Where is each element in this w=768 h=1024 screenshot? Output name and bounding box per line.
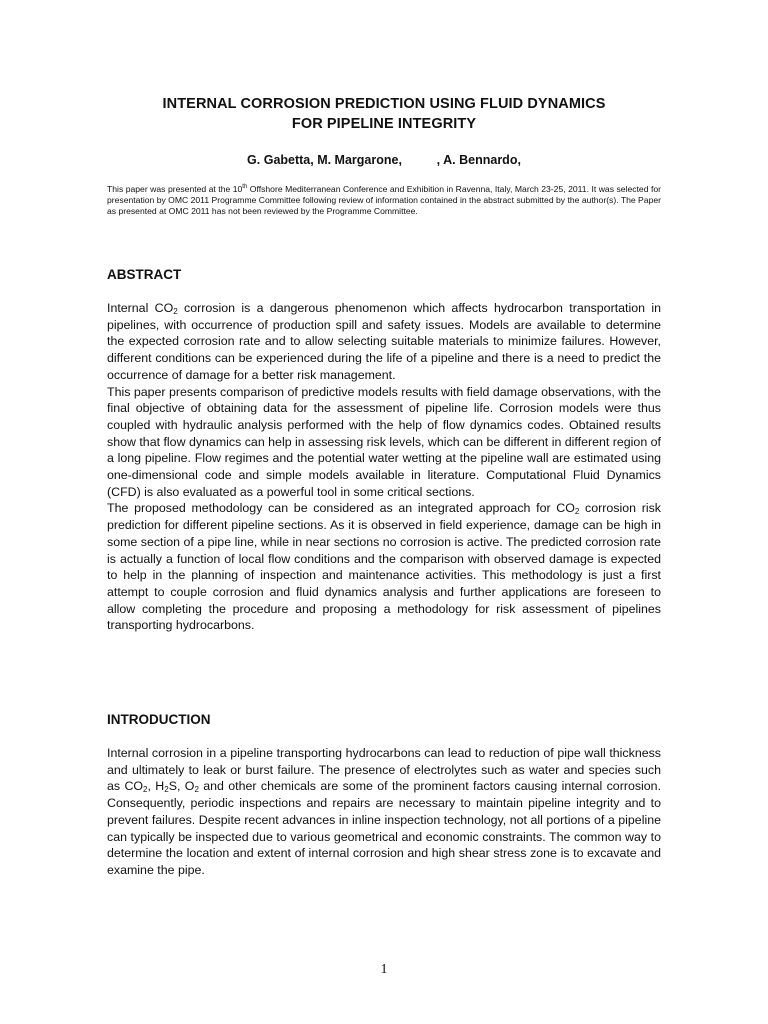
intro-p1-part-a: Internal corrosion in a pipeline transporting hydrocarbons can lead to reduction of pipe wall thickness and ultimately to leak or burst failure. The presence of electrolytes such as water and species such as CO — [107, 746, 661, 794]
abstract-p3-start: The proposed methodology can be considered as an integrated approach for CO — [107, 501, 575, 516]
intro-subscript-2: 2 — [164, 785, 169, 795]
note-text-start: This paper was presented at the 10 — [107, 184, 243, 194]
abstract-paragraph-1 — [107, 300, 661, 384]
intro-p1-part-d: and other chemicals are some of the prominent factors causing internal corrosion. Consequently, periodic inspections and repairs are necessary to maintain pipeline integrity and to prevent failures. Despite recent advances in inline inspection technology, not all portions of a pipeline can typically be inspected due to various geometrical and economic constraints. The common way to determine the location and extent of internal corrosion and high shear stress zone is to excavate and examine the pipe. — [107, 779, 662, 877]
introduction-heading: INTRODUCTION — [107, 712, 211, 727]
intro-p1-part-c: S, O — [168, 779, 195, 794]
title-line-2: FOR PIPELINE INTEGRITY — [291, 116, 477, 132]
note-text-end: Offshore Mediterranean Conference and Exhibition in Ravenna, Italy, March 23-25, 2011. It was selected for presentation by OMC 2011 Programme Committee following review of information contained in the abstract submitted by the author(s). The Paper as presented at OMC 2011 has not been reviewed by the Programme Committee. — [107, 184, 661, 217]
abstract-p3-end: corrosion risk prediction for different pipeline sections. As it is observed in field experience, damage can be high in some section of a pipe line, while in near sections no corrosion is active. The predicted corrosion rate is actually a function of local flow conditions and the comparison with observed damage is expected to help in the planning of inspection and maintenance activities. This methodology is just a first attempt to couple corrosion and fluid dynamics analysis and further applications are foreseen to allow completing the procedure and proposing a methodology for risk assessment of pipelines transporting hydrocarbons. — [107, 501, 661, 633]
introduction-paragraph-1 — [107, 745, 661, 879]
introduction-body — [107, 745, 661, 879]
paper-title — [60, 94, 708, 134]
intro-subscript-1: 2 — [143, 785, 148, 795]
author-list: G. Gabetta, M. Margarone, , A. Bennardo, — [247, 153, 521, 167]
abstract-p1-subscript: 2 — [173, 307, 178, 316]
abstract-heading: ABSTRACT — [107, 267, 182, 282]
abstract-body — [107, 300, 661, 634]
abstract-paragraph-2: This paper presents comparison of predictive models results with field damage observations, with the final objective of obtaining data for the assessment of pipeline life. Corrosion models were thus coupled with hydraulic analysis performed with the help of flow dynamics codes. Obtained results show that flow dynamics can help in assessing risk levels, which can be different in different region of a long pipeline. Flow regimes and the potential water wetting at the pipeline wall are estimated using one-dimensional code and simple models available in literature. Computational Fluid Dynamics (CFD) is also evaluated as a powerful tool in some critical sections. — [107, 384, 661, 499]
title-line-1: INTERNAL CORROSION PREDICTION USING FLUID DYNAMICS — [162, 96, 606, 112]
abstract-p3-subscript: 2 — [574, 507, 580, 517]
page-number: 1 — [380, 962, 388, 977]
intro-subscript-3: 2 — [194, 785, 199, 795]
abstract-p1-start: Internal CO — [107, 301, 174, 315]
presentation-note — [107, 184, 661, 218]
abstract-p1-end: corrosion is a dangerous phenomenon which affects hydrocarbon transportation in pipelines, with occurrence of production spill and safety issues. Models are available to determine the expected corrosion rate and to allow selecting suitable materials to minimize failures. However, different conditions can be experienced during the life of a pipeline and there is a need to predict the occurrence of damage for a better risk management. — [107, 301, 661, 382]
note-superscript: th — [242, 184, 248, 191]
intro-p1-part-b: , H — [147, 779, 165, 794]
abstract-paragraph-3 — [107, 500, 661, 634]
